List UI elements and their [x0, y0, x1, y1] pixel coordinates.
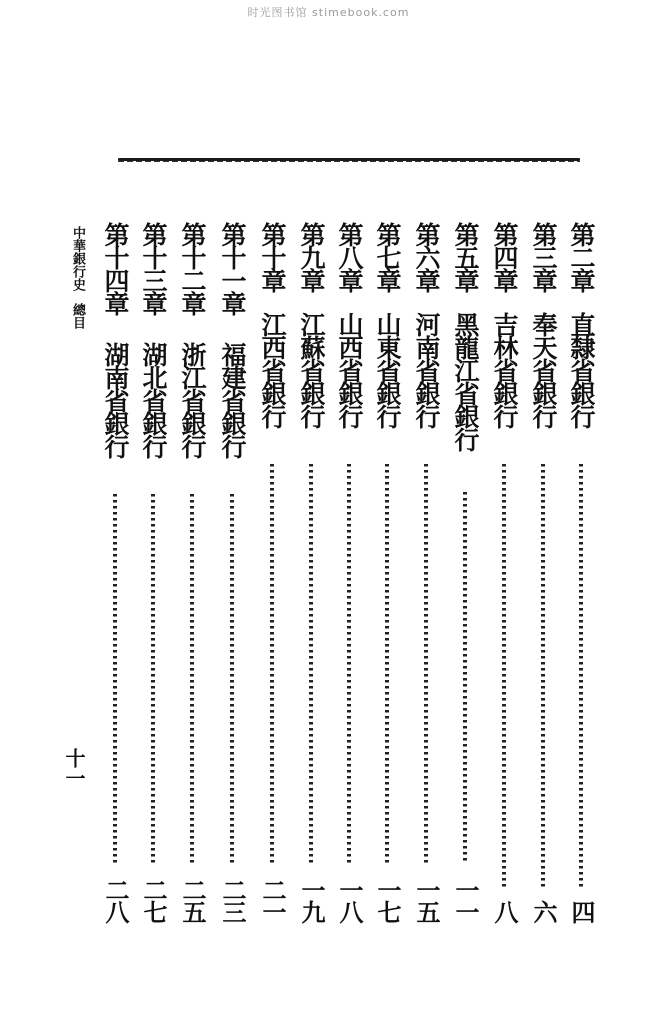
page-number: 一七 — [373, 878, 402, 922]
leader-dots — [113, 494, 117, 864]
chapter-number: 第十一章 — [218, 222, 247, 314]
toc-entry — [372, 222, 402, 922]
page-number: 一九 — [297, 878, 326, 922]
toc-entry — [489, 222, 519, 922]
toc-entry — [334, 222, 364, 922]
chapter-title: 江蘇省銀行 — [297, 312, 326, 427]
page-number: 四 — [567, 900, 596, 922]
running-head — [66, 226, 88, 329]
toc-entry — [528, 222, 558, 922]
page-number: 二三 — [218, 878, 247, 922]
chapter-title: 福建省銀行 — [218, 342, 247, 457]
chapter-title: 山東省銀行 — [373, 312, 402, 427]
leader-dots — [385, 464, 389, 864]
toc-entry — [450, 222, 480, 922]
chapter-title: 浙江省銀行 — [178, 342, 207, 457]
chapter-number: 第十三章 — [139, 222, 168, 314]
page-number: 二五 — [178, 878, 207, 922]
leader-dots — [151, 494, 155, 864]
section-label: 總目 — [70, 303, 85, 329]
chapter-number: 第二章 — [567, 222, 596, 291]
chapter-number: 第九章 — [297, 222, 326, 291]
folio-number: 十一 — [62, 748, 86, 788]
chapter-title: 奉天省銀行 — [529, 312, 558, 427]
chapter-title: 湖南省銀行 — [101, 342, 130, 457]
leader-dots — [502, 464, 506, 889]
chapter-number: 第十二章 — [178, 222, 207, 314]
page-number: 二七 — [139, 878, 168, 922]
toc-entry — [217, 222, 247, 922]
leader-dots — [230, 494, 234, 864]
chapter-number: 第四章 — [490, 222, 519, 291]
chapter-title: 直隸省銀行 — [567, 312, 596, 427]
leader-dots — [270, 464, 274, 864]
chapter-number: 第六章 — [412, 222, 441, 291]
chapter-number: 第十四章 — [101, 222, 130, 314]
toc-entry — [411, 222, 441, 922]
page-number: 一五 — [412, 878, 441, 922]
leader-dots — [190, 494, 194, 864]
chapter-number: 第五章 — [451, 222, 480, 291]
leader-dots — [424, 464, 428, 864]
chapter-title: 山西省銀行 — [335, 312, 364, 427]
book-title: 中華銀行史 — [70, 226, 85, 291]
leader-dots — [579, 464, 583, 889]
leader-dots — [463, 492, 467, 862]
toc-entry — [296, 222, 326, 922]
page-number: 二一 — [258, 878, 287, 922]
toc-entry — [566, 222, 596, 922]
page-number: 一八 — [335, 878, 364, 922]
header-rule — [118, 158, 580, 161]
chapter-title: 河南省銀行 — [412, 312, 441, 427]
leader-dots — [541, 464, 545, 889]
page-number: 二八 — [101, 878, 130, 922]
leader-dots — [347, 464, 351, 864]
chapter-number: 第十章 — [258, 222, 287, 291]
chapter-title: 湖北省銀行 — [139, 342, 168, 457]
toc-entry — [257, 222, 287, 922]
page-number: 八 — [490, 900, 519, 922]
page-number: 六 — [529, 900, 558, 922]
chapter-title: 江西省銀行 — [258, 312, 287, 427]
toc-entry — [138, 222, 168, 922]
chapter-title: 黑龍江省銀行 — [451, 312, 480, 450]
page-number: 一一 — [451, 878, 480, 922]
leader-dots — [309, 464, 313, 864]
chapter-title: 吉林省銀行 — [490, 312, 519, 427]
chapter-number: 第三章 — [529, 222, 558, 291]
toc-entry — [177, 222, 207, 922]
toc-entry — [100, 222, 130, 922]
chapter-number: 第七章 — [373, 222, 402, 291]
watermark: 时光图书馆 stimebook.com — [247, 6, 410, 19]
chapter-number: 第八章 — [335, 222, 364, 291]
